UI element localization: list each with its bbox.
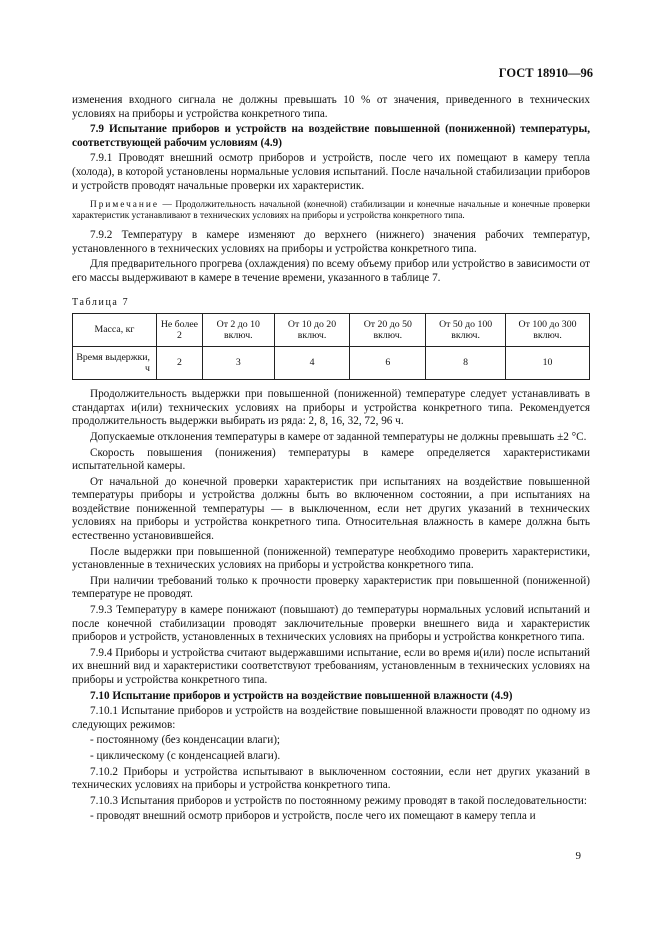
table-cell: 3 xyxy=(202,347,274,380)
table-cell: От 20 до 50 включ. xyxy=(350,314,426,347)
paragraph: Скорость повышения (понижения) температуры в камере определяется характеристиками испытательной камеры. xyxy=(72,446,590,473)
page-number: 9 xyxy=(575,850,581,862)
table-cell: От 2 до 10 включ. xyxy=(202,314,274,347)
table-cell: Масса, кг xyxy=(73,314,157,347)
paragraph-7-10-2: 7.10.2 Приборы и устройства испытывают в выключенном состоянии, если нет других указаний в технических условиях на приборы и устройства конкретного типа. xyxy=(72,765,590,792)
table-cell: 10 xyxy=(506,347,590,380)
document-code: ГОСТ 18910—96 xyxy=(498,66,593,80)
table-cell: 4 xyxy=(274,347,350,380)
table-cell: Время выдержки, ч xyxy=(73,347,157,380)
note-text: — Продолжительность начальной (конечной) стабилизации и конечные начальные и конечные проверки характеристик устанавливают в технических условиях на приборы и устройства конкретного типа. xyxy=(72,200,590,222)
note-label: Примечание xyxy=(90,200,159,211)
paragraph-7-9-4: 7.9.4 Приборы и устройства считают выдержавшими испытание, если во время и(или) после испытаний их внешний вид и характеристики соответствуют требованиям, установленным в технических условиях на приборы и устройства конкретного типа. xyxy=(72,646,590,686)
paragraph: При наличии требований только к прочности проверку характеристик при повышенной (пониженной) температуре не проводят. xyxy=(72,574,590,601)
table-header-row xyxy=(73,314,590,347)
paragraph-7-9-2: 7.9.2 Температуру в камере изменяют до верхнего (нижнего) значения рабочих температур, установленного в технических условиях на приборы и устройства конкретного типа. xyxy=(72,229,590,255)
paragraph: Для предварительного прогрева (охлаждения) по всему объему прибор или устройство в зависимости от его массы выдерживают в камере в течение времени, указанного в таблице 7. xyxy=(72,258,590,284)
list-item: - проводят внешний осмотр приборов и устройств, после чего их помещают в камеру тепла и xyxy=(90,810,536,823)
table-7 xyxy=(72,313,590,380)
page-content xyxy=(72,94,590,826)
list-item: - циклическому (с конденсацией влаги). xyxy=(90,749,281,762)
table-row xyxy=(73,347,590,380)
section-heading-7-10: 7.10 Испытание приборов и устройств на воздействие повышенной влажности (4.9) xyxy=(90,689,513,702)
paragraph: После выдержки при повышенной (пониженной) температуре необходимо проверить характеристики, установленные в технических условиях на приборы и устройства конкретного типа. xyxy=(72,545,590,572)
table-cell: 2 xyxy=(156,347,202,380)
paragraph: От начальной до конечной проверки характеристик при испытаниях на воздействие повышенной температуры приборы и устройства должны быть во включенном состоянии, а при испытаниях на воздействие пониженной температуры — в выключенном, если нет других указаний в технических условиях на приборы и устройства конкретного типа. Относительная влажность в камере должна быть естественно установившейся. xyxy=(72,475,590,543)
note xyxy=(72,200,590,222)
paragraph: изменения входного сигнала не должны превышать 10 % от значения, приведенного в технических условиях на приборы и устройства конкретного типа. xyxy=(72,94,590,120)
section-heading-7-9: 7.9 Испытание приборов и устройств на воздействие повышенной (пониженной) температуры, соответствующей рабочим условиям (4.9) xyxy=(72,123,590,149)
list-item: - постоянному (без конденсации влаги); xyxy=(90,734,281,747)
paragraph-7-9-3: 7.9.3 Температуру в камере понижают (повышают) до температуры нормальных условий испытаний и после конечной стабилизации проводят заключительные проверки внешнего вида и характеристик приборов и устройств, установленных в технических условиях на приборы и устройства конкретного типа. xyxy=(72,604,590,644)
paragraph-7-10-1: 7.10.1 Испытание приборов и устройств на воздействие повышенной влажности проводят по одному из следующих режимов: xyxy=(72,705,590,731)
paragraph-7-9-1: 7.9.1 Проводят внешний осмотр приборов и устройств, после чего их помещают в камеру тепла (холода), в которой установлены нормальные условия испытаний. После начальной стабилизации приборов и устройств проводят начальные проверки их характеристик. xyxy=(72,152,590,192)
table-cell: От 100 до 300 включ. xyxy=(506,314,590,347)
table-cell: Не более 2 xyxy=(156,314,202,347)
table-caption: Таблица 7 xyxy=(72,296,130,308)
paragraph-7-10-3: 7.10.3 Испытания приборов и устройств по постоянному режиму проводят в такой последовательности: xyxy=(90,794,588,807)
paragraph: Допускаемые отклонения температуры в камере от заданной температуры не должны превышать ±2 °С. xyxy=(90,430,587,443)
table-cell: 8 xyxy=(426,347,506,380)
table-cell: От 10 до 20 включ. xyxy=(274,314,350,347)
table-cell: 6 xyxy=(350,347,426,380)
table-cell: От 50 до 100 включ. xyxy=(426,314,506,347)
paragraph: Продолжительность выдержки при повышенной (пониженной) температуре следует устанавливать в стандартах и(или) технических условиях на приборы и устройства конкретного типа. Рекомендуется продолжительность выдержки выбирать из ряда: 2, 8, 16, 32, 72, 96 ч. xyxy=(72,388,590,428)
